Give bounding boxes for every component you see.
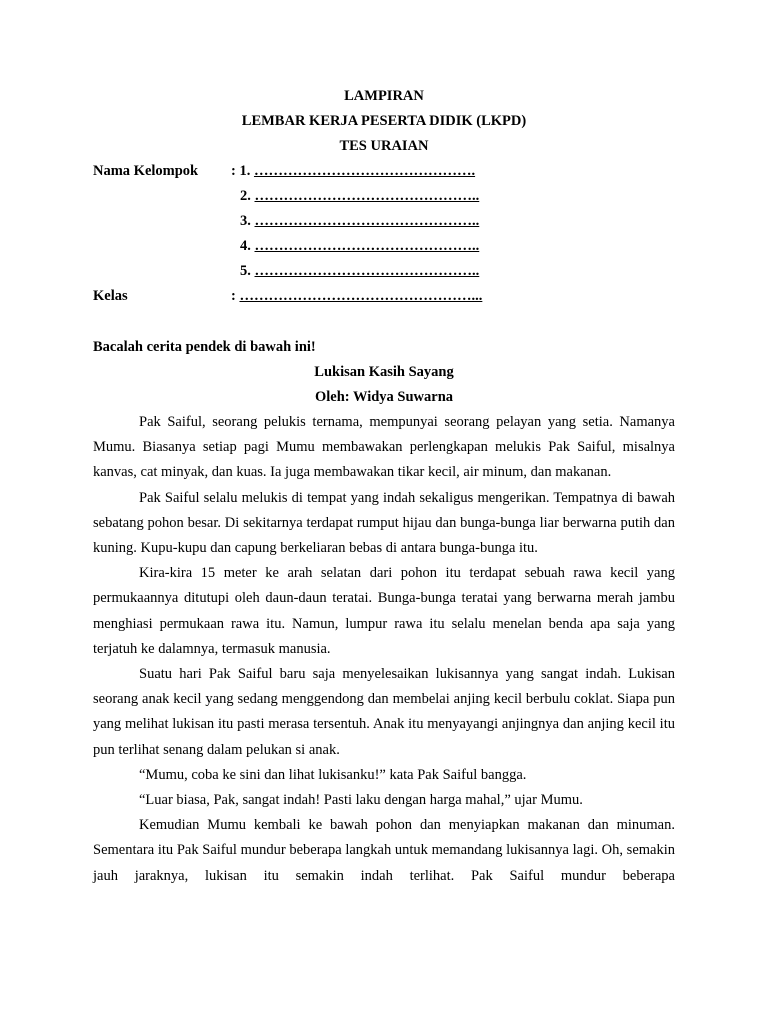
group-member-blank-5: ……………………………………….. xyxy=(254,263,480,279)
story-paragraph-2: Pak Saiful selalu melukis di tempat yang indah sekaligus mengerikan. Tempatnya di bawah sebatang pohon besar. Di sekitarnya terdapat rumput hijau dan bunga-bunga liar berwarna putih dan kuning. Kupu-kupu dan capung berkeliaran bebas di antara bunga-bunga itu. xyxy=(93,489,675,557)
class-colon: : xyxy=(231,288,240,304)
group-member-field-5[interactable] xyxy=(240,263,479,280)
group-member-field-3[interactable] xyxy=(240,213,479,230)
group-member-field-2[interactable] xyxy=(240,188,479,205)
story-paragraph-3: Kira-kira 15 meter ke arah selatan dari pohon itu terdapat sebuah rawa kecil yang permukaannya ditutupi oleh daun-daun teratai. Bunga-bunga teratai yang berwarna merah jambu menghiasi permukaan rawa itu. Namun, lumpur rawa itu selalu menelan benda apa saja yang terjatuh ke dalamnya, termasuk manusia. xyxy=(93,565,675,657)
group-member-field-1[interactable] xyxy=(231,163,475,180)
story-paragraph-1: Pak Saiful, seorang pelukis ternama, mempunyai seorang pelayan yang setia. Namanya Mumu. Biasanya setiap pagi Mumu membawakan perlengkapan melukis Pak Saiful, misalnya kanvas, cat minyak, dan kuas. Ia juga membawakan tikar kecil, air minum, dan makanan. xyxy=(93,414,675,481)
group-member-blank-2: ……………………………………….. xyxy=(254,188,480,204)
story-author: Oleh: Widya Suwarna xyxy=(314,389,454,405)
group-member-number-1: : 1. xyxy=(231,163,254,179)
group-member-number-5: 5. xyxy=(240,263,255,279)
reading-instruction: Bacalah cerita pendek di bawah ini! xyxy=(93,339,316,355)
story-paragraph-4: Suatu hari Pak Saiful baru saja menyelesaikan lukisannya yang sangat indah. Lukisan seorang anak kecil yang sedang menggendong dan membelai anjing kecil berbulu coklat. Siapa pun yang melihat lukisan itu pasti merasa tersentuh. Anak itu menyayangi anjingnya dan anjing kecil itu pun terlihat senang dalam pelukan si anak. xyxy=(93,666,675,758)
group-member-blank-1: ………………………………………. xyxy=(253,163,476,179)
class-label: Kelas xyxy=(93,288,128,304)
header-lampiran: LAMPIRAN xyxy=(344,88,424,104)
header-lkpd-title: LEMBAR KERJA PESERTA DIDIK (LKPD) xyxy=(241,113,527,129)
group-member-number-2: 2. xyxy=(240,188,255,204)
class-field[interactable] xyxy=(231,288,482,305)
header-test-type: TES URAIAN xyxy=(339,138,429,154)
story-paragraph-5: “Mumu, coba ke sini dan lihat lukisanku!” kata Pak Saiful bangga. xyxy=(139,766,527,783)
story-paragraph-6: “Luar biasa, Pak, sangat indah! Pasti laku dengan harga mahal,” ujar Mumu. xyxy=(139,792,583,809)
group-name-label: Nama Kelompok xyxy=(93,163,199,179)
story-body xyxy=(93,410,675,889)
group-member-blank-3: ……………………………………….. xyxy=(254,213,480,229)
group-member-blank-4: ……………………………………….. xyxy=(254,238,480,254)
group-member-field-4[interactable] xyxy=(240,238,479,255)
story-title: Lukisan Kasih Sayang xyxy=(314,364,454,380)
class-blank: …………………………………………... xyxy=(239,288,483,304)
group-member-number-3: 3. xyxy=(240,213,255,229)
group-member-number-4: 4. xyxy=(240,238,255,254)
story-paragraph-7: Kemudian Mumu kembali ke bawah pohon dan menyiapkan makanan dan minuman. Sementara itu Pak Saiful mundur beberapa langkah untuk memandang lukisannya lagi. Oh, semakin jauh jaraknya, lukisan itu semakin indah terlihat. Pak Saiful mundur beberapa xyxy=(93,817,675,884)
